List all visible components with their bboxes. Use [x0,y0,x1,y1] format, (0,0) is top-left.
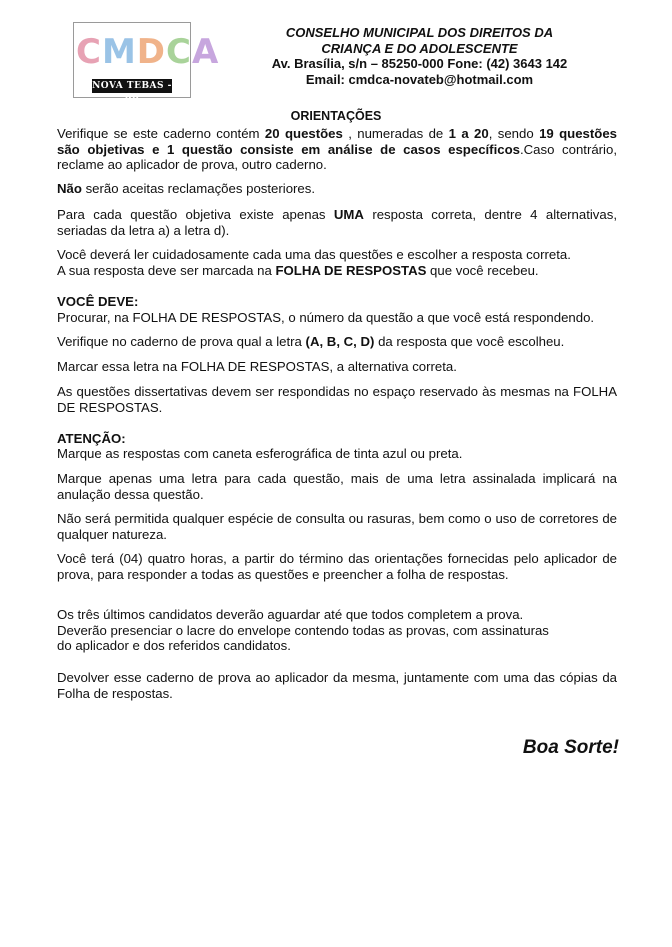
voce-deve-item: Marcar essa letra na FOLHA DE RESPOSTAS, a alternativa correta. [57,359,457,374]
closing-text: Boa Sorte! [522,737,619,758]
atencao-item: Marque as respostas com caneta esferográfica de tinta azul ou preta. [57,446,463,461]
intro-paragraph: Verifique se este caderno contém 20 questões , numeradas de 1 a 20, sendo 19 questões são objetivas e 1 questão consiste em análise de casos específicos.Caso contrário, reclame ao aplicador de prova, outro caderno. [57,126,617,172]
atencao-heading: ATENÇÃO: [57,431,126,446]
logo-letter: C [76,32,102,72]
voce-deve-heading: VOCÊ DEVE: [57,294,139,309]
atencao-item: Não será permitida qualquer espécie de consulta ou rasuras, bem como o uso de corretores de qualquer natureza. [57,511,617,542]
header-line1: CONSELHO MUNICIPAL DOS DIREITOS DA [285,25,554,40]
header-email: Email: cmdca-novateb@hotmail.com [305,71,534,87]
header-block [222,25,617,87]
logo-wordmark [76,28,220,76]
atencao-item: Marque apenas uma letra para cada questão, mais de uma letra assinalada implicará na anulação dessa questão. [57,471,617,502]
atencao-item: Devolver esse caderno de prova ao aplicador da mesma, juntamente com uma das cópias da Folha de respostas. [57,670,617,701]
objective-paragraph: Para cada questão objetiva existe apenas UMA resposta correta, dentre 4 alternativas, seriadas da letra a) a letra d). [57,207,617,238]
cmdca-logo [73,22,220,105]
page-title: ORIENTAÇÕES [290,109,382,123]
logo-caption: NOVA TEBAS - PR [92,81,172,105]
logo-letter: A [191,32,220,72]
atencao-item: Os três últimos candidatos deverão aguardar até que todos completem a prova. Deverão presenciar o lacre do envelope contendo todas as provas, com assinaturas do aplicador e dos referidos candidatos. [57,607,549,653]
voce-deve-item: Verifique no caderno de prova qual a letra (A, B, C, D) da resposta que você escolheu. [57,334,565,349]
voce-deve-item: Procurar, na FOLHA DE RESPOSTAS, o número da questão a que você está respondendo. [57,310,595,325]
no-claims-paragraph: Não serão aceitas reclamações posteriores. [57,181,316,196]
header-line2: CRIANÇA E DO ADOLESCENTE [321,40,518,56]
read-paragraph: Você deverá ler cuidadosamente cada uma das questões e escolher a resposta correta. A sua resposta deve ser marcada na FOLHA DE RESPOSTAS que você recebeu. [57,247,571,278]
atencao-item: Você terá (04) quatro horas, a partir do término das orientações fornecidas pelo aplicador de prova, para responder a todas as questões e preencher a folha de respostas. [57,551,617,582]
logo-letter: D [136,32,167,72]
header-address: Av. Brasília, s/n – 85250-000 Fone: (42) 3643 142 [271,56,568,71]
logo-letter: C [166,32,192,72]
voce-deve-item: As questões dissertativas devem ser respondidas no espaço reservado às mesmas na FOLHA DE RESPOSTAS. [57,384,617,415]
logo-letter: M [101,32,137,72]
